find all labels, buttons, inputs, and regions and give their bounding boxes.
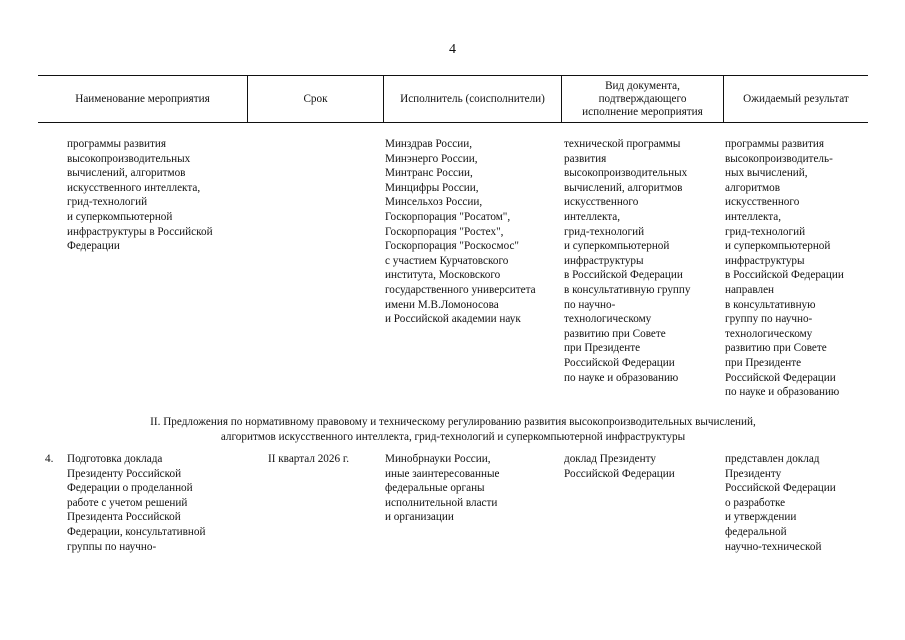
row2-event-name: Подготовка доклада Президенту Российской Федерации о проделанной работе с учетом решений Президента Российской Федерации, консультативной группы по научно- (67, 453, 206, 553)
header-event-name: Наименование мероприятия (75, 92, 210, 105)
table-row (38, 452, 868, 554)
row2-executor: Минобрнауки России, иные заинтересованные федеральные органы исполнительной власти и организации (385, 453, 500, 524)
header-document-type: Вид документа, подтверждающего исполнение мероприятия (561, 76, 723, 122)
header-executor: Исполнитель (соисполнители) (383, 76, 561, 122)
row1-deadline (247, 137, 383, 400)
table-row (38, 137, 868, 400)
row1-document: технической программы развития высокопроизводительных вычислений, алгоритмов искусственного интеллекта, грид-технологий и суперкомпьютерной инфраструктуры в Российской Федерации в консультативную группу по научно- технологическому развитию при Совете при Президенте Российской Федерации по науке и образованию (564, 138, 691, 384)
header-expected-result: Ожидаемый результат (723, 76, 868, 122)
row2-deadline: II квартал 2026 г. (268, 453, 349, 465)
page-number: 4 (449, 42, 456, 57)
row1-event-name: программы развития высокопроизводительных вычислений, алгоритмов искусственного интеллекта, грид-технологий и суперкомпьютерной инфраструктуры в Российской Федерации (67, 138, 213, 253)
section-title: II. Предложения по нормативному правовому и техническому регулированию развития высокопроизводительных вычислений, алгоритмов искусственного интеллекта, грид-технологий и суперкомпьютерной инфраструктуры (150, 416, 756, 443)
row2-name-cell (38, 452, 247, 554)
row1-executor: Минздрав России, Минэнерго России, Минтранс России, Минцифры России, Минсельхоз России, Госкорпорация "Росатом", Госкорпорация "Ростех", Госкорпорация "Роскосмос" с участием Курчатовского института, Московского государственного университета имени М.В.Ломоносова и Российской академии наук (385, 138, 536, 326)
row2-number: 4. (45, 453, 54, 465)
row1-result: программы развития высокопроизводитель- ных вычислений, алгоритмов искусственного интеллекта, грид-технологий и суперкомпьютерной инфраструктуры в Российской Федерации направлен в консультативную группу по научно- технологическому развитию при Совете при Президенте Российской Федерации по науке и образованию (725, 138, 844, 399)
row2-result: представлен доклад Президенту Российской Федерации о разработке и утверждении федеральной научно-технической (725, 453, 836, 553)
table-header (38, 75, 868, 123)
row2-document: доклад Президенту Российской Федерации (564, 453, 675, 480)
header-deadline: Срок (247, 76, 383, 122)
